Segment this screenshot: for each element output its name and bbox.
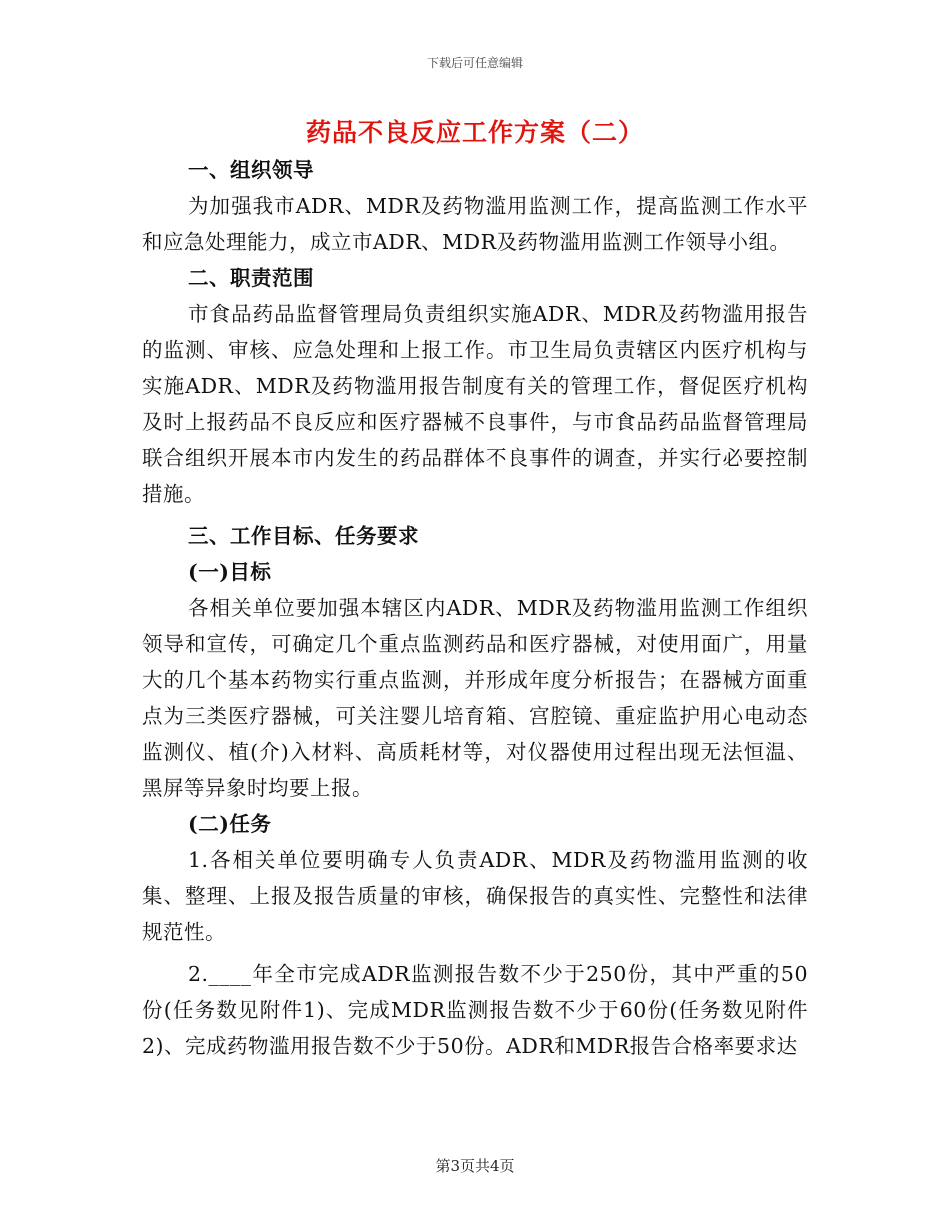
subsection-heading-goal: (一)目标 xyxy=(188,560,272,584)
subsection-heading-task: (二)任务 xyxy=(188,812,272,836)
section-heading-2: 二、职责范围 xyxy=(188,266,314,290)
paragraph-3: 各相关单位要加强本辖区内ADR、MDR及药物滥用监测工作组织领导和宣传，可确定几个重点监测药品和医疗器械，对使用面广，用量大的几个基本药物实行重点监测，并形成年度分析报告；在器械方面重点为三类医疗器械，可关注婴儿培育箱、宫腔镜、重症监护用心电动态监测仪、植(介)入材料、高质耗材等，对仪器使用过程出现无法恒温、黑屏等异象时均要上报。 xyxy=(142,596,808,800)
section-heading-3: 三、工作目标、任务要求 xyxy=(188,524,419,548)
paragraph-2: 市食品药品监督管理局负责组织实施ADR、MDR及药物滥用报告的监测、审核、应急处理和上报工作。市卫生局负责辖区内医疗机构与实施ADR、MDR及药物滥用报告制度有关的管理工作，督促医疗机构及时上报药品不良反应和医疗器械不良事件，与市食品药品监督管理局联合组织开展本市内发生的药品群体不良事件的调查，并实行必要控制措施。 xyxy=(142,302,808,506)
document-title: 药品不良反应工作方案（二） xyxy=(305,118,644,147)
page-number: 第3页共4页 xyxy=(435,1157,515,1175)
paragraph-task-2: 2.____年全市完成ADR监测报告数不少于250份，其中严重的50份(任务数见附件1)、完成MDR监测报告数不少于60份(任务数见附件2)、完成药物滥用报告数不少于50份。ADR和MDR报告合格率要求达 xyxy=(142,962,808,1058)
header-note: 下载后可任意编辑 xyxy=(426,56,523,70)
section-heading-1: 一、组织领导 xyxy=(188,158,314,182)
paragraph-1: 为加强我市ADR、MDR及药物滥用监测工作，提高监测工作水平和应急处理能力，成立市ADR、MDR及药物滥用监测工作领导小组。 xyxy=(142,194,808,254)
document-body xyxy=(142,152,808,1064)
paragraph-task-1: 1.各相关单位要明确专人负责ADR、MDR及药物滥用监测的收集、整理、上报及报告质量的审核，确保报告的真实性、完整性和法律规范性。 xyxy=(142,848,808,944)
